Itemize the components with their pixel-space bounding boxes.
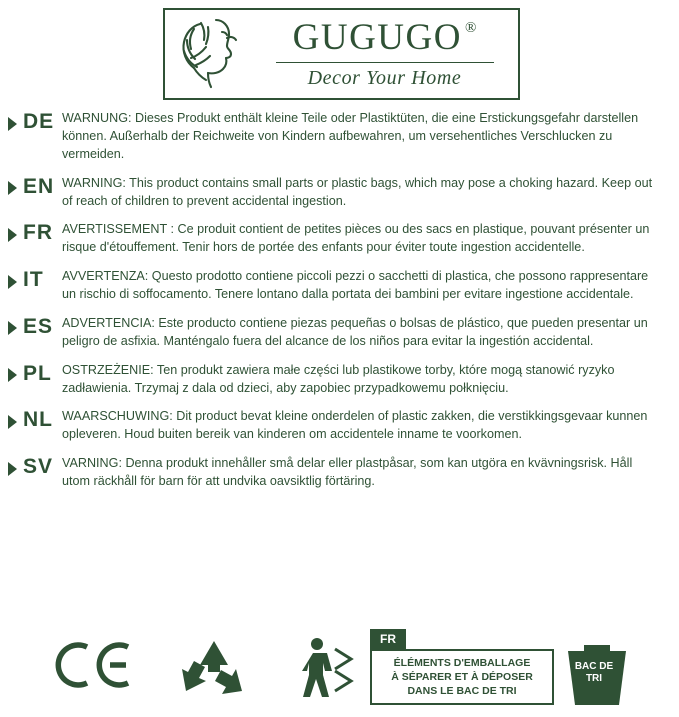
language-code: FR <box>23 221 53 245</box>
language-code: IT <box>23 268 44 292</box>
warning-text: AVVERTENZA: Questo prodotto contiene piccoli pezzi o sacchetti di plastica, che possono rappresentare un rischio di soffocamento. Tenere lontano dalla portata dei bambini per evitare ingestione accidentale. <box>62 269 649 301</box>
language-code: ES <box>23 314 54 338</box>
warning-row <box>0 175 679 211</box>
triangle-bullet-icon <box>8 181 17 195</box>
leaf-face-logo-icon <box>165 10 263 98</box>
triangle-bullet-icon <box>8 228 17 242</box>
language-code-group <box>0 175 62 198</box>
warning-row <box>0 221 679 257</box>
triman-sorting-icon <box>300 635 358 704</box>
warning-text: AVERTISSEMENT : Ce produit contient de petites pièces ou des sacs en plastique, pouvant présenter un risque d'étouffement. Tenir hors de portée des enfants pour éviter toute ingestion accidentelle. <box>62 222 650 255</box>
language-code-group <box>0 408 62 431</box>
triangle-bullet-icon <box>8 321 17 335</box>
registered-trademark-icon: ® <box>464 19 477 36</box>
brand-logo <box>163 8 520 100</box>
triman-line-3: DANS LE BAC DE TRI <box>407 685 517 698</box>
triangle-bullet-icon <box>8 462 17 476</box>
warning-row <box>0 362 679 398</box>
warning-text: VARNING: Denna produkt innehåller små delar eller plastpåsar, som kan utgöra en kvävningsrisk. Håll utom räckhåll för barn för att undvika oavsiktlig förtäring. <box>62 456 633 488</box>
language-code-group <box>0 268 62 291</box>
bin-label: BAC DE TRI <box>574 661 614 684</box>
language-code-group <box>0 221 62 244</box>
triangle-bullet-icon <box>8 368 17 382</box>
language-code-group <box>0 362 62 385</box>
language-code: DE <box>23 110 55 133</box>
warning-list <box>0 110 679 502</box>
warning-text: ADVERTENCIA: Este producto contiene piezas pequeñas o bolsas de plástico, que pueden presentar un peligro de asfixia. Manténgalo fuera del alcance de los niños para evitar la ingestión accidental. <box>62 315 648 348</box>
language-code: EN <box>23 174 55 198</box>
language-code-group <box>0 455 62 478</box>
language-code: SV <box>23 455 54 479</box>
brand-tagline: Decor Your Home <box>307 66 462 89</box>
brand-name: GUGUGO <box>292 16 462 58</box>
triangle-bullet-icon <box>8 275 17 289</box>
warning-text: WAARSCHUWING: Dit product bevat kleine onderdelen of plastic zakken, die verstikkingsgevaar kunnen opleveren. Houd buiten bereik van kinderen om accidentele inname te voorkomen. <box>62 409 648 442</box>
compliance-icons <box>0 629 679 711</box>
triangle-bullet-icon <box>8 415 17 429</box>
triman-line-2: À SÉPARER ET À DÉPOSER <box>391 670 533 683</box>
warning-row <box>0 315 679 351</box>
brand-divider <box>276 62 494 63</box>
warning-row <box>0 110 679 164</box>
ce-mark-icon <box>52 637 136 698</box>
triman-instruction-box <box>370 649 554 705</box>
warning-text: WARNING: This product contains small parts or plastic bags, which may pose a choking hazard. Keep out of reach of children to prevent accidental ingestion. <box>62 175 653 208</box>
language-code-group <box>0 315 62 338</box>
fr-language-badge: FR <box>370 629 406 649</box>
triangle-bullet-icon <box>8 117 17 131</box>
warning-row <box>0 268 679 304</box>
language-code: PL <box>23 361 52 385</box>
warning-row <box>0 408 679 444</box>
language-code: NL <box>23 408 53 432</box>
brand-text <box>263 16 518 90</box>
recycling-mobius-loop-icon <box>178 639 250 704</box>
warning-text: WARNUNG: Dieses Produkt enthält kleine Teile oder Plastiktüten, die eine Erstickungsgefahr darstellen können. Außerhalb der Reichweite von Kindern aufbewahren, um versehentliches Verschlucken zu vermeiden. <box>62 111 639 161</box>
warning-row <box>0 455 679 491</box>
language-code-group <box>0 110 62 133</box>
warning-text: OSTRZEŻENIE: Ten produkt zawiera małe części lub plastikowe torby, które mogą stanowić ryzyko zadławienia. Trzymaj z dala od dzieci, aby zapobiec przypadkowemu połknięciu. <box>62 362 615 395</box>
triman-line-1: ÉLÉMENTS D'EMBALLAGE <box>393 656 531 669</box>
